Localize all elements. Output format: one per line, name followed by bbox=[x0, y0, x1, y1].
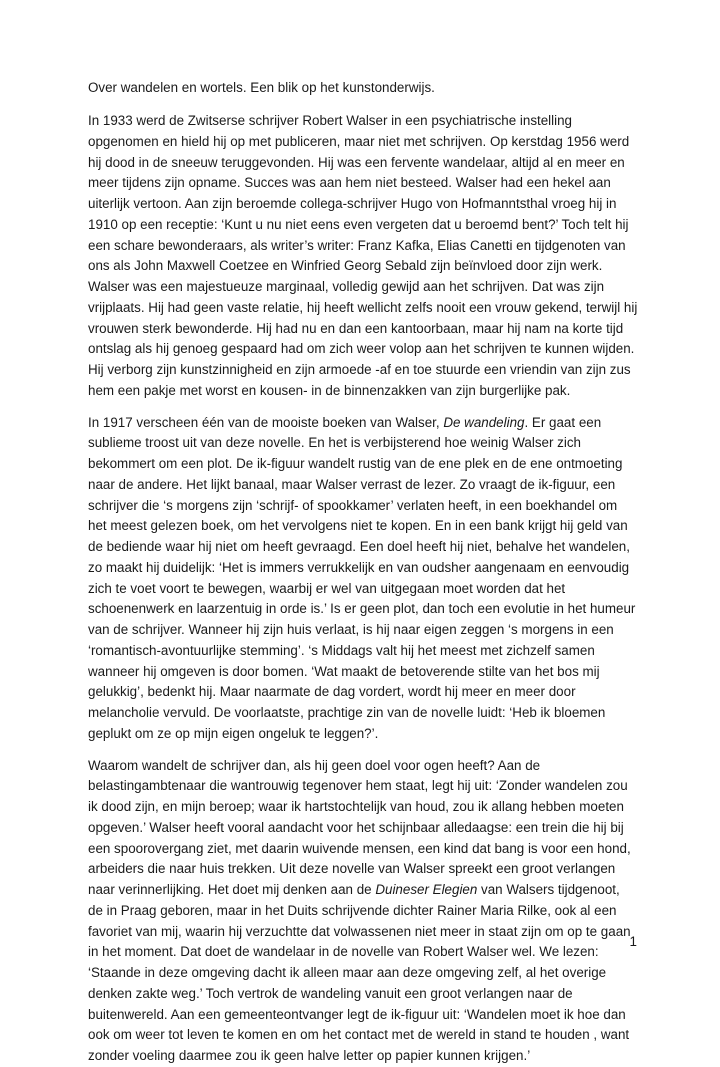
book-title-duineser-elegien: Duineser Elegien bbox=[375, 882, 478, 897]
document-title: Over wandelen en wortels. Een blik op het kunstonderwijs. bbox=[88, 80, 435, 95]
paragraph-2-text-b: . Er gaat een sublieme troost uit van deze novelle. En het is verbijsterend hoe weinig Walser zich bekommert om een plot. De ik-figuur wandelt rustig van de ene plek en de ene ontmoeting naar de andere. Het lijkt banaal, maar Walser verrast de lezer. Zo vraagt de ik-figuur, een schrijver die ‘s morgens zijn ‘schrijf- of spookkamer’ verlaten heeft, in een boekhandel om het meest gelezen boek, om het vervolgens niet te kopen. En in een bank krijgt hij geld van de bediende waar hij niet om heeft gevraagd. Een doel heeft hij niet, behalve het wandelen, zo maakt hij duidelijk: ‘Het is immers verrukkelijk en van oudsher aangenaam en eenvoudig zich te voet voort te bewegen, waarbij er wel van uitgegaan moet worden dat het schoenenwerk en laarzentuig in orde is.’ Is er geen plot, dan toch een evolutie in het humeur van de schrijver. Wanneer hij zijn huis verlaat, is hij naar eigen zeggen ‘s morgens in een ‘romantisch-avontuurlijke stemming’. ‘s Middags valt hij het meest met zichzelf samen wanneer hij omgeven is door bomen. ‘Wat maakt de betoverende stilte van het bos mij gelukkig’, bedenkt hij. Maar naarmate de dag vordert, wordt hij meer en meer door melancholie vervuld. De voorlaatste, prachtige zin van de novelle luidt: ‘Heb ik bloemen geplukt om ze op mijn eigen ongeluk te leggen?’. bbox=[88, 414, 636, 741]
paragraph-1 bbox=[88, 111, 638, 402]
page-number: 1 bbox=[629, 934, 637, 949]
paragraph-2-text-a: In 1917 verscheen één van de mooiste boeken van Walser, bbox=[88, 414, 444, 430]
book-title-de-wandeling: De wandeling bbox=[443, 414, 525, 430]
paragraph-1-text: In 1933 werd de Zwitserse schrijver Robert Walser in een psychiatrische instelling opgenomen en hield hij op met publiceren, maar niet met schrijven. Op kerstdag 1956 werd hij dood in de sneeuw teruggevonden. Hij was een fervente wandelaar, altijd al en meer en meer tijdens zijn opname. Succes was aan hem niet besteed. Walser had een hekel aan uiterlijk vertoon. Aan zijn beroemde collega-schrijver Hugo von Hofmanntsthal vroeg hij in 1910 op een receptie: ‘Kunt u nu niet eens even vergeten dat u beroemd bent?’ Toch telt hij een schare bewonderaars, als writer’s writer: Franz Kafka, Elias Canetti en tijdgenoten van ons als John Maxwell Coetzee en Winfried Georg Sebald zijn beïnvloed door zijn werk. Walser was een majestueuze marginaal, volledig gewijd aan het schrijven. Dat was zijn vrijplaats. Hij had geen vaste relatie, hij heeft wellicht zelfs nooit een vrouw gekend, terwijl hij vrouwen sterk bewonderde. Hij had nu en dan een kantoorbaan, maar hij nam na korte tijd ontslag als hij genoeg gespaard had om zich weer volop aan het schrijven te kunnen wijden. Hij verborg zijn kunstzinnigheid en zijn armoede -af en toe stuurde een vriendin van zijn zus hem een pakje met worst en kousen- in de binnenzakken van zijn burgerlijke pak. bbox=[88, 113, 638, 398]
paragraph-3-text-b: van Walsers tijdgenoot, de in Praag geboren, maar in het Duits schrijvende dichter Rainer Maria Rilke, ook al een favoriet van mij, waarin hij verzuchtte dat volwassenen niet meer in staat zijn om op te gaan in het moment. Dat doet de wandelaar in de novelle van Robert Walser wel. We lezen: ‘Staande in deze omgeving dacht ik alleen maar aan deze omgeving zelf, al het overige denken zakte weg.’ Toch vertrok de wandeling vanuit een groot verlangen naar de buitenwereld. Aan een gemeenteontvanger legt de ik-figuur uit: ‘Wandelen moet ik hoe dan ook om weer tot leven te komen en om het contact met de wereld in stand te houden , want zonder voeling daarmee zou ik geen halve letter op papier kunnen krijgen.’ bbox=[88, 882, 631, 1063]
paragraph-3-text-a: Waarom wandelt de schrijver dan, als hij geen doel voor ogen heeft? Aan de belastingambtenaar die wantrouwig tegenover hem staat, legt hij uit: ‘Zonder wandelen zou ik dood zijn, en mijn beroep; waar ik hartstochtelijk van houd, zou ik allang hebben moeten opgeven.’ Walser heeft vooral aandacht voor het schijnbaar alledaagse: een trein die hij bij een spoorovergang ziet, met daarin wuivende mensen, een kind dat bang is voor een hond, arbeiders die naar huis trekken. Uit deze novelle van Walser spreekt een groot verlangen naar verinnerlijking. Het doet mij denken aan de bbox=[88, 757, 631, 897]
paragraph-2 bbox=[88, 413, 638, 745]
paragraph-3 bbox=[88, 756, 638, 1067]
